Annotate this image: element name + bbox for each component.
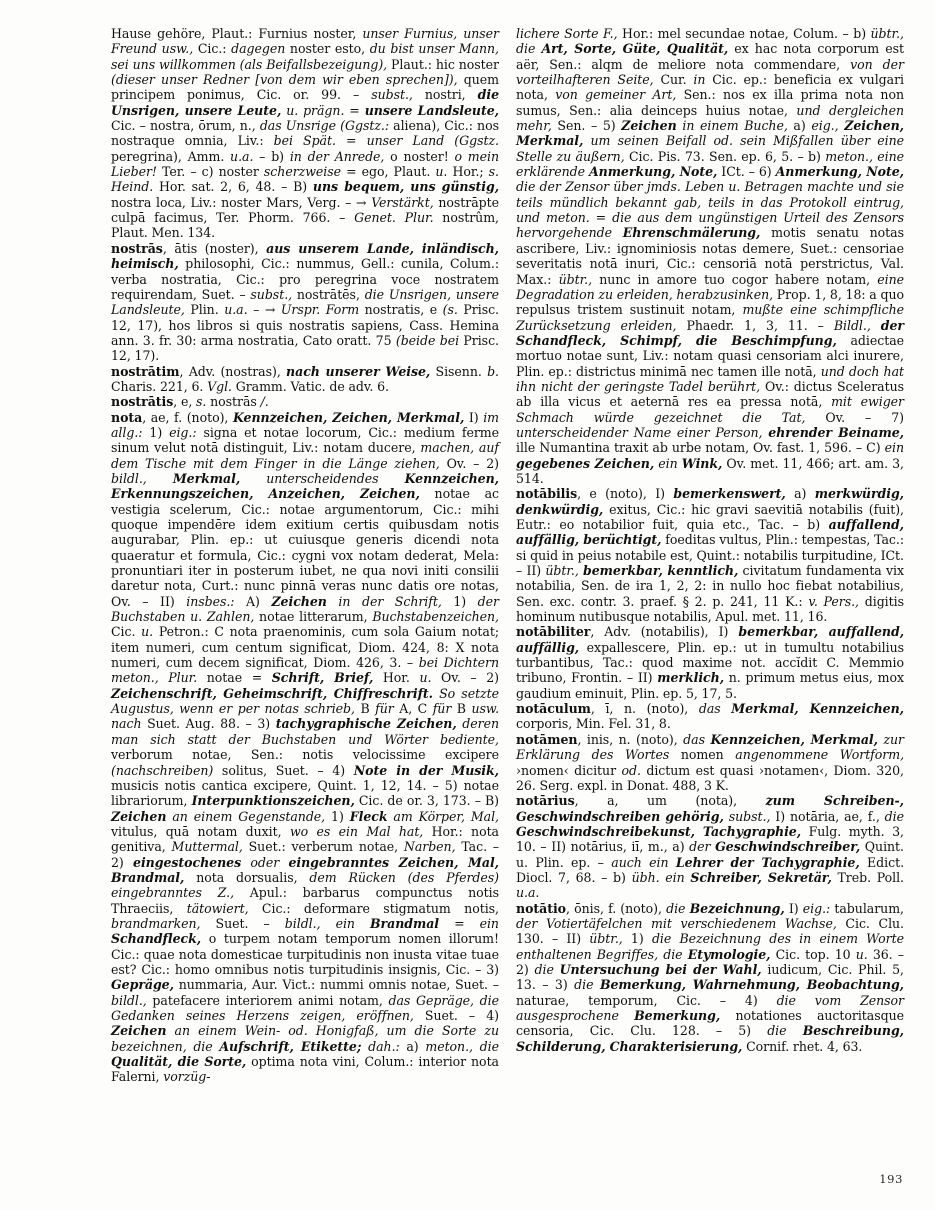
left-column <box>111 26 499 1161</box>
dictionary-entry-continuation: lichere Sorte F., Hor.: mel secundae notae, Colum. – b) übtr., die Art, Sorte, Güte, Qualität, ex hac nota corporum est aër, Sen.: alqm de meliore nota commendare, von der vorteilhafteren Seite, Cur. in Cic. ep.: beneficia ex vulgari nota, von gemeiner Art, Sen.: nos ex illa prima nota non sumus, Sen.: alia deinceps huius notae, und dergleichen mehr, Sen. – 5) Zeichen in einem Buche, a) eig., Zeichen, Merkmal, um seinen Beifall od. sein Mißfallen über eine Stelle zu äußern, Cic. Pis. 73. Sen. ep. 6, 5. – b) meton., eine erklärende Anmerkung, Note, ICt. – 6) Anmerkung, Note, die der Zensor über jmds. Leben u. Betragen machte und sie teils mündlich bekannt gab, teils in das Protokoll eintrug, und meton. = die aus dem ungünstigen Urteil des Zensors hervorgehende Ehrenschmälerung, motis senatu notas ascribere, Liv.: ignominiosis notas demere, Suet.: censoriae severitatis notā inuri, Cic.: censoriā notā perstrictus, Val. Max.: übtr., nunc in amore tuo cogor habere notam, eine Degradation zu erleiden, herabzusinken, Prop. 1, 8, 18: a quo repulsus tristem sustinuit notam, mußte eine schimpfliche Zurücksetzung erleiden, Phaedr. 1, 3, 11. – Bildl., der Schandfleck, Schimpf, die Beschimpfung, adiectae mortuo notae sunt, Liv.: notam quasi censoriam alci inurere, Plin. ep.: districtus minimā nec tamen ille notā, und doch hat ihn nicht der geringste Tadel berührt, Ov.: dictus Sceleratus ab illa vicus et aeternā res ea pressa notā, mit ewiger Schmach würde gezeichnet die Tat, Ov. – 7) unterscheidender Name einer Person, ehrender Beiname, ille Numantina traxit ab urbe notam, Ov. fast. 1, 596. – C) ein gegebenes Zeichen, ein Wink, Ov. met. 11, 466; art. am. 3, 514. <box>516 26 905 486</box>
dictionary-entry-continuation: Hause gehöre, Plaut.: Furnius noster, unser Furnius, unser Freund usw., Cic.: dagegen noster esto, du bist unser Mann, sei uns willkommen (als Beifallsbezeigung), Plaut.: hic noster (dieser unser Redner [von dem wir eben sprechen]), quem principem ponimus, Cic. or. 99. – subst., nostri, die Unsrigen, unsere Leute, u. prägn. = unsere Landsleute, Cic. – nostra, ōrum, n., das Unsrige (Ggstz.: aliena), Cic.: nos nostraque omnia, Liv.: bei Spät. = unser Land (Ggstz. peregrina), Amm. u.a. – b) in der Anrede, o noster! o mein Lieber! Ter. – c) noster scherzweise = ego, Plaut. u. Hor.; s. Heind. Hor. sat. 2, 6, 48. – B) uns bequem, uns günstig, nostra loca, Liv.: noster Mars, Verg. – → Verstärkt, nostrāpte culpā facimus, Ter. Phorm. 766. – Genet. Plur. nostrûm, Plaut. Men. 134. <box>111 26 500 241</box>
dictionary-entry-notabilis: notābilis, e (noto), I) bemerkenswert, a) merkwürdig, denkwürdig, exitus, Cic.: hic gravi saevitiā notabilis (fuit), Eutr.: eo notabilior fuit, quia etc., Tac. – b) auffallend, auffällig, berüchtigt, foeditas vultus, Plin.: tempestas, Tac.: si quid in peius notabile est, Quint.: notabilis turpitudine, ICt. – II) übtr., bemerkbar, kenntlich, civitatum fundamenta vix notabilia, Sen. de ira 1, 2, 2: in nullo hoc fiebat notabilius, Sen. exc. contr. 3. praef. § 2. p. 241, 11 K.: v. Pers., digitis hominum nutibusque notabilis, Apul. met. 11, 16. <box>516 486 905 625</box>
dictionary-entry-notarius: notārius, a, um (nota), zum Schreiben-, Geschwindschreiben gehörig, subst., I) notāria, ae, f., die Geschwindschreibekunst, Tachygraphie, Fulg. myth. 3, 10. – II) notārius, iī, m., a) der Geschwindschreiber, Quint. u. Plin. ep. – auch ein Lehrer der Tachygraphie, Edict. Diocl. 7, 68. – b) übh. ein Schreiber, Sekretär, Treb. Poll. u.a. <box>516 793 905 901</box>
dictionary-entry-notaculum: notāculum, ī, n. (noto), das Merkmal, Kennzeichen, corporis, Min. Fel. 31, 8. <box>516 701 904 732</box>
dictionary-entry-nostratim: nostrātim, Adv. (nostras), nach unserer Weise, Sisenn. b. Charis. 221, 6. Vgl. Gramm. Vatic. de adv. 6. <box>111 363 499 394</box>
two-column-body <box>111 26 904 1161</box>
dictionary-entry-notatio: notātio, ōnis, f. (noto), die Bezeichnung, I) eig.: tabularum, der Votiertäfelchen mit verschiedenem Wachse, Cic. Clu. 130. – II) übtr., 1) die Bezeichnung des in einem Worte enthaltenen Begriffes, die Etymologie, Cic. top. 10 u. 36. – 2) die Untersuchung bei der Wahl, iudicum, Cic. Phil. 5, 13. – 3) die Bemerkung, Wahrnehmung, Beobachtung, naturae, temporum, Cic. – 4) die vom Zensor ausgesprochene Bemerkung, notationes auctoritasque censoria, Cic. Clu. 128. – 5) die Beschreibung, Schilderung, Charakterisierung, Cornif. rhet. 4, 63. <box>516 900 904 1054</box>
right-column <box>516 26 904 1161</box>
dictionary-entry-nostratis: nostrātis, e, s. nostrās /. <box>111 394 269 410</box>
dictionary-entry-nota: nota, ae, f. (noto), Kennzeichen, Zeichen, Merkmal, I) im allg.: 1) eig.: signa et notae locorum, Cic.: medium ferme sinum velut notā distinguit, Liv.: notam ducere, machen, auf dem Tische mit dem Finger in die Länge ziehen, Ov. – 2) bildl., Merkmal, unterscheidendes Kennzeichen, Erkennungszeichen, Anzeichen, Zeichen, notae ac vestigia scelerum, Cic.: notae argumentorum, Cic.: mihi quoque impendēre idem exitium certis quibusdam notis augurabar, Plin. ep.: ut cuiusque generis dicendi nota quaeratur et formula, Cic.: cygni vox notam dederat, Mela: pronuntiari iter in posterum iubet, ne qua novi initi consilii daretur nota, Curt.: nunc pinnā veras nunc datis ore notas, Ov. – II) insbes.: A) Zeichen in der Schrift, 1) der Buchstaben u. Zahlen, notae litterarum, Buchstabenzeichen, Cic. u. Petron.: C nota praenominis, cum sola Gaium notat; item numeri, cum centum significat, Diom. 424, 8: X nota numeri, cum decem significat, Diom. 426, 3. – bei Dichtern meton., Plur. notae = Schrift, Brief, Hor. u. Ov. – 2) Zeichenschrift, Geheimschrift, Chiffreschrift. So setzte Augustus, wenn er per notas schrieb, B für A, C für B usw. nach Suet. Aug. 88. – 3) tachygraphische Zeichen, deren man sich statt der Buchstaben und Wörter bediente, verborum notae, Sen.: notis velocissime excipere (nachschreiben) solitus, Suet. – 4) Note in der Musik, musicis notis cantica excipere, Quint. 1, 12, 14. – 5) notae librariorum, Interpunktionszeichen, Cic. de or. 3, 173. – B) Zeichen an einem Gegenstande, 1) Fleck am Körper, Mal, vitulus, quā notam duxit, wo es ein Mal hat, Hor.: nota genitiva, Muttermal, Suet.: verberum notae, Narben, Tac. – 2) eingestochenes oder eingebranntes Zeichen, Mal, Brandmal, nota dorsualis, dem Rücken (des Pferdes) eingebranntes Z., Apul.: barbarus compunctus notis Thraeciis, tätowiert, Cic.: deformare stigmatum notis, brandmarken, Suet. – bildl., ein Brandmal = ein Schandfleck, o turpem notam temporum nomen illorum! Cic.: quae nota domesticae turpitudinis non inusta vitae tuae est? Cic.: homo omnibus notis turpitudinis insignis, Cic. – 3) Gepräge, nummaria, Aur. Vict.: nummi omnis notae, Suet. – bildl., patefacere interiorem animi notam, das Gepräge, die Gedanken seines Herzens zeigen, eröffnen, Suet. – 4) Zeichen an einem Wein- od. Honigfaß, um die Sorte zu bezeichnen, die Aufschrift, Etikette; dah.: a) meton., die Qualität, die Sorte, optima nota vini, Colum.: interior nota Falerni, vorzüg- <box>111 409 500 1085</box>
dictionary-entry-notamen: notāmen, inis, n. (noto), das Kennzeichen, Merkmal, zur Erklärung des Wortes nomen angenommene Wortform, ›nomen‹ dicitur od. dictum est quasi ›notamen‹, Diom. 320, 26. Serg. expl. in Donat. 488, 3 K. <box>516 731 905 793</box>
dictionary-entry-nostras: nostrās, ātis (noster), aus unserem Lande, inländisch, heimisch, philosophi, Cic.: nummus, Gell.: cunila, Colum.: verba nostratia, Cic.: pro peregrina voce nostratem requirendam, Suet. – subst., nostrātēs, die Unsrigen, unsere Landsleute, Plin. u.a. – → Urspr. Form nostratis, e (s. Prisc. 12, 17), hos libros si quis nostratis sapiens, Cass. Hemina ann. 3. fr. 30: arma nostratia, Cato oratt. 75 (beide bei Prisc. 12, 17). <box>111 240 500 364</box>
dictionary-entry-notabiliter: notābiliter, Adv. (notabilis), I) bemerkbar, auffallend, auffällig, expallescere, Plin. ep.: ut in tumultu notabilius turbantibus, Tac.: quod maxime not. accĭdit C. Memmio tribuno, Frontin. – II) merklich, n. primum metus eius, mox gaudium eminuit, Plin. ep. 5, 17, 5. <box>516 624 905 701</box>
page-number: 193 <box>879 1172 903 1186</box>
